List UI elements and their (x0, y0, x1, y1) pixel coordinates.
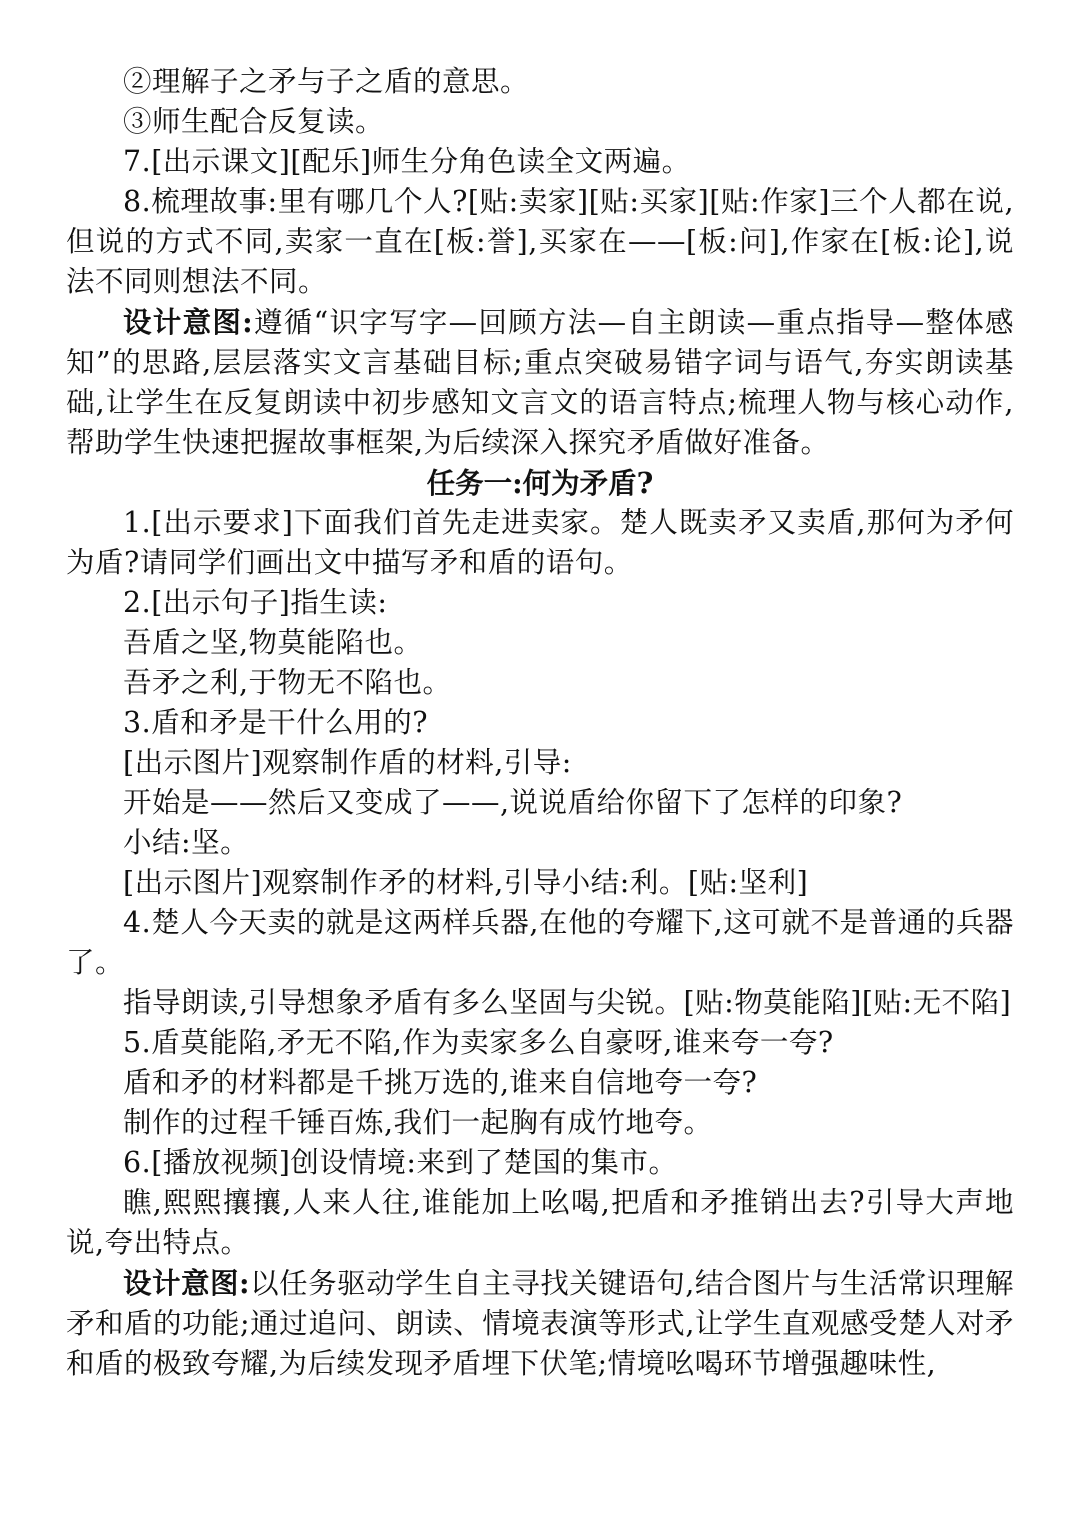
design-intent-label: 设计意图: (123, 305, 254, 339)
design-intent-label: 设计意图: (123, 1266, 251, 1300)
paragraph: 4.楚人今天卖的就是这两样兵器,在他的夸耀下,这可就不是普通的兵器了。 (66, 906, 1014, 979)
design-intent-text: 以任务驱动学生自主寻找关键语句,结合图片与生活常识理解矛和盾的功能;通过追问、朗读、情境表演等形式,让学生直观感受楚人对矛和盾的极致夸耀,为后续发现矛盾埋下伏笔;情境吆喝环节增强趣味性, (66, 1267, 1014, 1380)
paragraph: 瞧,熙熙攘攘,人来人往,谁能加上吆喝,把盾和矛推销出去?引导大声地说,夸出特点。 (66, 1186, 1014, 1259)
paragraph: 指导朗读,引导想象矛盾有多么坚固与尖锐。[贴:物莫能陷][贴:无不陷] (123, 986, 1012, 1019)
text-line: ②理解子之矛与子之盾的意思。 (123, 65, 530, 98)
text-line: 2.[出示句子]指生读: (123, 586, 388, 619)
text-line: 吾盾之坚,物莫能陷也。 (123, 626, 423, 659)
paragraph: 1.[出示要求]下面我们首先走进卖家。楚人既卖矛又卖盾,那何为矛何为盾?请同学们画出文中描写矛和盾的语句。 (66, 506, 1014, 579)
design-intent-text: 遵循“识字写字—回顾方法—自主朗读—重点指导—整体感知”的思路,层层落实文言基础目标;重点突破易错字词与语气,夯实朗读基础,让学生在反复朗读中初步感知文言文的语言特点;梳理人物与核心动作,帮助学生快速把握故事框架,为后续深入探究矛盾做好准备。 (66, 306, 1014, 459)
design-intent-paragraph (66, 302, 1014, 463)
text-line: 吾矛之利,于物无不陷也。 (123, 666, 452, 699)
text-line: 小结:坚。 (123, 826, 250, 859)
text-line: 5.盾莫能陷,矛无不陷,作为卖家多么自豪呀,谁来夸一夸? (123, 1026, 834, 1059)
text-line: 盾和矛的材料都是千挑万选的,谁来自信地夸一夸? (123, 1066, 758, 1099)
design-intent-paragraph (66, 1263, 1014, 1384)
text-line: ③师生配合反复读。 (123, 105, 385, 138)
text-line: 3.盾和矛是干什么用的? (123, 706, 428, 739)
text-line: 7.[出示课文][配乐]师生分角色读全文两遍。 (123, 145, 691, 178)
text-line: 制作的过程千锤百炼,我们一起胸有成竹地夸。 (123, 1106, 713, 1139)
text-line: [出示图片]观察制作矛的材料,引导小结:利。[贴:坚利] (123, 866, 809, 899)
paragraph: 8.梳理故事:里有哪几个人?[贴:卖家][贴:买家][贴:作家]三个人都在说,但说的方式不同,卖家一直在[板:誉],买家在——[板:问],作家在[板:论],说法不同则想法不同。 (66, 185, 1014, 298)
text-line: 开始是——然后又变成了——,说说盾给你留下了怎样的印象? (123, 786, 903, 819)
text-line: [出示图片]观察制作盾的材料,引导: (123, 746, 572, 779)
text-line: 6.[播放视频]创设情境:来到了楚国的集市。 (123, 1146, 678, 1179)
section-heading: 任务一:何为矛盾? (426, 466, 654, 500)
